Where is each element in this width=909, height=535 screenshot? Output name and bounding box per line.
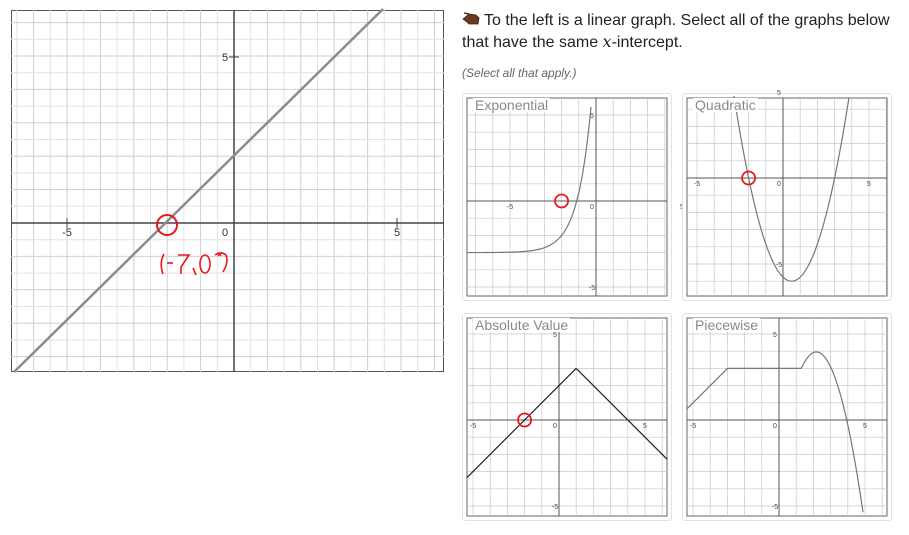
absolute-value-graph — [463, 314, 671, 520]
tick-y-neg5: -5 — [771, 504, 779, 511]
tick-y-neg5: -5 — [775, 262, 783, 269]
tick-x-0: 0 — [777, 181, 781, 188]
tick-x-5: 5 — [863, 423, 867, 430]
tick-y-5: 5 — [590, 113, 594, 120]
tick-y-neg5: -5 — [588, 285, 596, 292]
tick-x-0: 0 — [590, 204, 594, 211]
tick-x-5: 5 — [643, 423, 647, 430]
question-prompt — [462, 10, 892, 53]
tick-x-neg5: -5 — [693, 181, 701, 188]
handwritten-note — [158, 250, 238, 285]
choice-label-exponential: Exponential — [475, 97, 549, 113]
choice-label-piecewise: Piecewise — [695, 317, 759, 333]
graph-frame — [687, 98, 887, 296]
prompt-suffix: -intercept. — [611, 34, 683, 51]
choice-absolute-value[interactable] — [462, 313, 672, 521]
pointing-hand-icon — [462, 12, 480, 26]
main-graph-frame — [12, 11, 444, 372]
graph-frame — [467, 318, 667, 516]
tick-y-5: 5 — [553, 332, 557, 339]
choice-exponential[interactable] — [462, 93, 672, 301]
main-linear-graph — [11, 10, 444, 372]
graph-frame — [687, 318, 887, 516]
main-tick-x-5: 5 — [393, 227, 401, 239]
prompt-text: To the left is a linear graph. Select all of the graphs below that have the same — [462, 12, 890, 51]
handwritten-coordinate-annotation — [158, 250, 238, 285]
choice-quadratic[interactable] — [682, 90, 892, 301]
exponential-graph — [463, 94, 671, 300]
tick-y-5: 5 — [773, 332, 777, 339]
tick-y-5: 5 — [777, 90, 781, 97]
choice-piecewise[interactable] — [682, 313, 892, 521]
choice-label-absolute-value: Absolute Value — [475, 317, 569, 333]
quadratic-graph — [683, 90, 891, 300]
tick-x-0: 0 — [553, 423, 557, 430]
main-tick-y-5: 5 — [221, 52, 229, 64]
choice-label-quadratic: Quadratic — [695, 97, 756, 113]
tick-x-neg5: -5 — [469, 423, 477, 430]
tick-x-5: 5 — [867, 181, 871, 188]
tick-x-neg5: -5 — [689, 423, 697, 430]
tick-x-neg5: -5 — [506, 204, 514, 211]
prompt-x-variable: x — [602, 32, 612, 51]
tick-x-0: 0 — [773, 423, 777, 430]
tick-y-neg5: -5 — [551, 504, 559, 511]
main-tick-x-neg5: -5 — [62, 227, 72, 239]
piecewise-graph — [683, 314, 891, 520]
select-hint: (Select all that apply.) — [462, 66, 577, 80]
main-tick-x-0: 0 — [221, 227, 229, 239]
